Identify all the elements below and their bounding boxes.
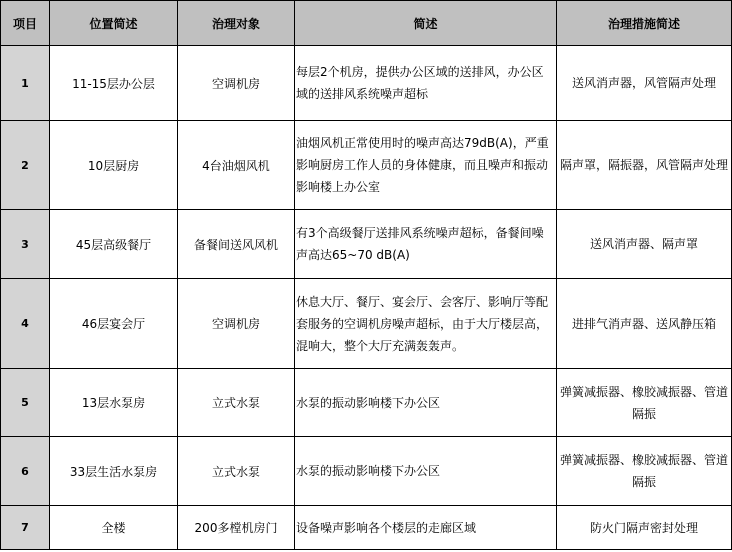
- row-measures: 弹簧减振器、橡胶减振器、管道隔振: [557, 437, 732, 506]
- table-row: [1, 369, 732, 437]
- row-measures: 进排气消声器、送风静压箱: [557, 279, 732, 369]
- row-target: 200多樘机房门: [178, 506, 295, 550]
- row-item: 2: [1, 121, 50, 210]
- row-location: 全楼: [50, 506, 178, 550]
- row-measures: 隔声罩，隔振器，风管隔声处理: [557, 121, 732, 210]
- row-location: 10层厨房: [50, 121, 178, 210]
- table-row: [1, 210, 732, 279]
- row-target: 立式水泵: [178, 437, 295, 506]
- row-description: 水泵的振动影响楼下办公区: [295, 369, 557, 437]
- row-item: 7: [1, 506, 50, 550]
- header-row: [1, 1, 732, 46]
- row-description: 有3个高级餐厅送排风系统噪声超标，备餐间噪声高达65~70 dB(A): [295, 210, 557, 279]
- row-description: 设备噪声影响各个楼层的走廊区域: [295, 506, 557, 550]
- header-target: 治理对象: [178, 1, 295, 46]
- table-row: [1, 279, 732, 369]
- row-item: 6: [1, 437, 50, 506]
- row-measures: 防火门隔声密封处理: [557, 506, 732, 550]
- row-description: 水泵的振动影响楼下办公区: [295, 437, 557, 506]
- row-target: 立式水泵: [178, 369, 295, 437]
- header-item: 项目: [1, 1, 50, 46]
- table-row: [1, 437, 732, 506]
- row-description: 油烟风机正常使用时的噪声高达79dB(A)，严重影响厨房工作人员的身体健康，而且噪声和振动影响楼上办公室: [295, 121, 557, 210]
- row-location: 13层水泵房: [50, 369, 178, 437]
- header-measures: 治理措施简述: [557, 1, 732, 46]
- row-target: 空调机房: [178, 279, 295, 369]
- row-target: 4台油烟风机: [178, 121, 295, 210]
- row-item: 3: [1, 210, 50, 279]
- header-description: 简述: [295, 1, 557, 46]
- row-location: 11-15层办公层: [50, 46, 178, 121]
- row-description: 休息大厅、餐厅、宴会厅、会客厅、影响厅等配套服务的空调机房噪声超标，由于大厅楼层高，混响大，整个大厅充满轰轰声。: [295, 279, 557, 369]
- row-measures: 送风消声器，风管隔声处理: [557, 46, 732, 121]
- row-item: 1: [1, 46, 50, 121]
- row-target: 备餐间送风风机: [178, 210, 295, 279]
- row-description: 每层2个机房，提供办公区域的送排风，办公区域的送排风系统噪声超标: [295, 46, 557, 121]
- row-measures: 弹簧减振器、橡胶减振器、管道隔振: [557, 369, 732, 437]
- row-location: 33层生活水泵房: [50, 437, 178, 506]
- row-item: 5: [1, 369, 50, 437]
- row-measures: 送风消声器、隔声罩: [557, 210, 732, 279]
- header-location: 位置简述: [50, 1, 178, 46]
- row-target: 空调机房: [178, 46, 295, 121]
- table-row: [1, 121, 732, 210]
- row-location: 45层高级餐厅: [50, 210, 178, 279]
- table-row: [1, 506, 732, 550]
- row-location: 46层宴会厅: [50, 279, 178, 369]
- row-item: 4: [1, 279, 50, 369]
- table-row: [1, 46, 732, 121]
